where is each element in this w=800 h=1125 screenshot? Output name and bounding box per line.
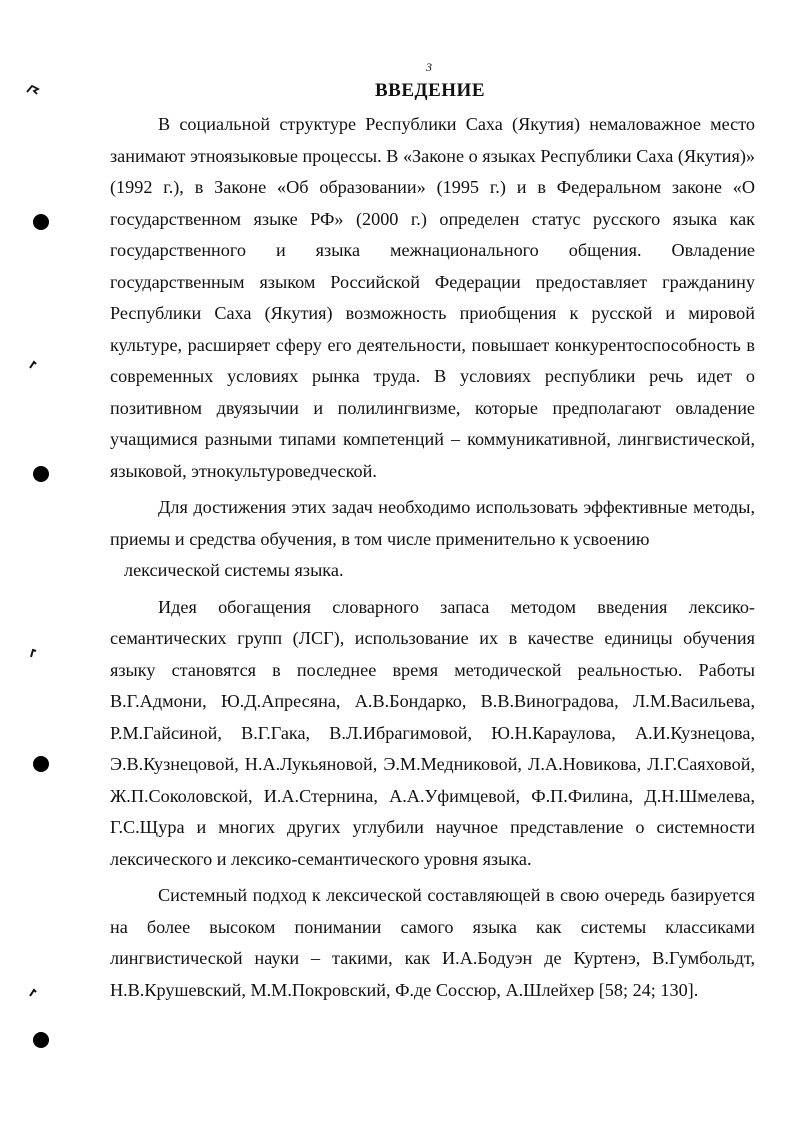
punch-hole-dot-4 — [33, 1032, 49, 1048]
punch-hole-dot-1 — [33, 214, 49, 230]
paragraph-2-continuation: лексической системы языка. — [124, 560, 344, 580]
margin-mark-2 — [28, 360, 38, 370]
body-text — [110, 109, 755, 1006]
margin-mark-4 — [28, 988, 38, 998]
paragraph-2: Для достижения этих задач необходимо использовать эффективные методы, приемы и средства обучения, в том числе применительно к усвоению — [110, 497, 755, 549]
paragraph-4: Системный подход к лексической составляющей в свою очередь базируется на более высоком понимании самого языка как системы классиками лингвистической науки – такими, как И.А.Бодуэн де Куртенэ, В.Гумбольдт, Н.В.Крушевский, М.М.Покровский, Ф.де Соссюр, А.Шлейхер [58; 24; 130]. — [110, 885, 755, 1000]
punch-hole-dot-2 — [33, 466, 49, 482]
page-number: 3 — [426, 60, 432, 74]
margin-mark-3 — [28, 648, 38, 658]
page-title: ВВЕДЕНИЕ — [375, 80, 485, 101]
paragraph-1: В социальной структуре Республики Саха (Якутия) немаловажное место занимают этноязыковые процессы. В «Законе о языках Республики Саха (Якутия)» (1992 г.), в Законе «Об образовании» (1995 г.) и в Федеральном законе «О государственном языке РФ» (2000 г.) определен статус русского языка как государственного и языка межнационального общения. Овладение государственным языком Российской Федерации предоставляет гражданину Республики Саха (Якутия) возможность приобщения к русской и мировой культуре, расширяет сферу его деятельности, повышает конкурентоспособность в современных условиях рынка труда. В условиях республики речь идет о позитивном двуязычии и полилингвизме, которые предполагают овладение учащимися разными типами компетенций – коммуникативной, лингвистической, языковой, этнокультуроведческой. — [110, 114, 755, 481]
paragraph-3: Идея обогащения словарного запаса методом введения лексико-семантических групп (ЛСГ), использование их в качестве единицы обучения языку становятся в последнее время методической реальностью. Работы В.Г.Адмони, Ю.Д.Апресяна, А.В.Бондарко, В.В.Виноградова, Л.М.Васильева, Р.М.Гайсиной, В.Г.Гака, В.Л.Ибрагимовой, Ю.Н.Караулова, А.И.Кузнецова, Э.В.Кузнецовой, Н.А.Лукьяновой, Э.М.Медниковой, Л.А.Новикова, Л.Г.Саяховой, Ж.П.Соколовской, И.А.Стернина, А.А.Уфимцевой, Ф.П.Филина, Д.Н.Шмелева, Г.С.Щура и многих других углубили научное представление о системности лексического и лексико-семантического уровня языка. — [110, 596, 755, 869]
punch-hole-dot-3 — [33, 756, 49, 772]
